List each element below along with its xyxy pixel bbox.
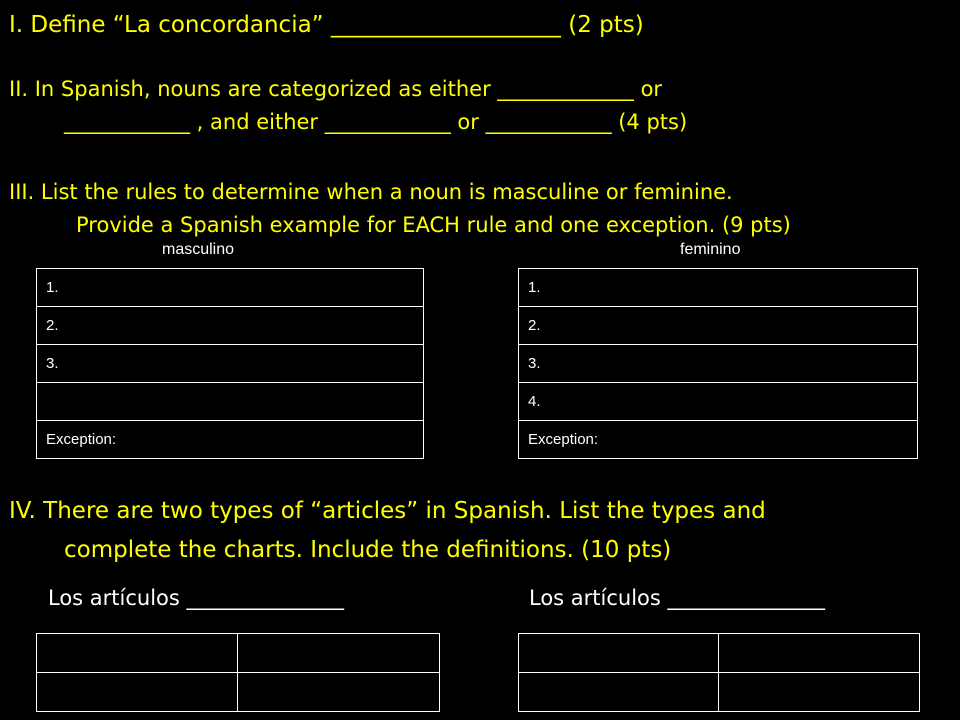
masculino-cell: 2. [37,307,424,345]
feminino-cell: 4. [519,383,918,421]
masculino-cell: 1. [37,269,424,307]
table-row [519,307,918,345]
masculino-cell [37,383,424,421]
table-row [37,634,440,673]
masculino-cell: Exception: [37,421,424,459]
question-2-line-1: II. In Spanish, nouns are categorized as either _____________ or [9,77,663,101]
feminino-table [518,268,918,459]
table-row [519,383,918,421]
table-row [37,383,424,421]
question-4-line-1: IV. There are two types of “articles” in Spanish. List the types and [9,498,766,524]
feminino-label: feminino [680,241,741,258]
table-row [37,673,440,712]
article-cell [719,673,920,712]
question-3-line-1: III. List the rules to determine when a noun is masculine or feminine. [9,180,733,204]
article-cell [37,673,238,712]
question-1: I. Define “La concordancia” ____________________ (2 pts) [9,12,644,38]
feminino-cell: Exception: [519,421,918,459]
masculino-label: masculino [162,241,235,258]
masculino-table [36,268,424,459]
articles-right-heading: Los artículos _______________ [529,586,826,610]
articles-left-heading: Los artículos _______________ [48,586,345,610]
table-row [519,634,920,673]
article-cell [719,634,920,673]
feminino-cell: 1. [519,269,918,307]
table-row [519,345,918,383]
question-2-line-2: ____________ , and either ____________ or ____________ (4 pts) [64,110,688,134]
table-row [519,269,918,307]
articles-left-table [36,633,440,712]
table-row [37,345,424,383]
table-row [519,421,918,459]
articles-right-table [518,633,920,712]
article-cell [37,634,238,673]
article-cell [519,673,719,712]
table-row [37,421,424,459]
table-row [37,307,424,345]
table-row [37,269,424,307]
article-cell [238,673,440,712]
table-row [519,673,920,712]
masculino-cell: 3. [37,345,424,383]
feminino-cell: 3. [519,345,918,383]
article-cell [519,634,719,673]
question-3-line-2: Provide a Spanish example for EACH rule and one exception. (9 pts) [76,213,791,237]
feminino-cell: 2. [519,307,918,345]
article-cell [238,634,440,673]
question-4-line-2: complete the charts. Include the definitions. (10 pts) [64,537,672,563]
